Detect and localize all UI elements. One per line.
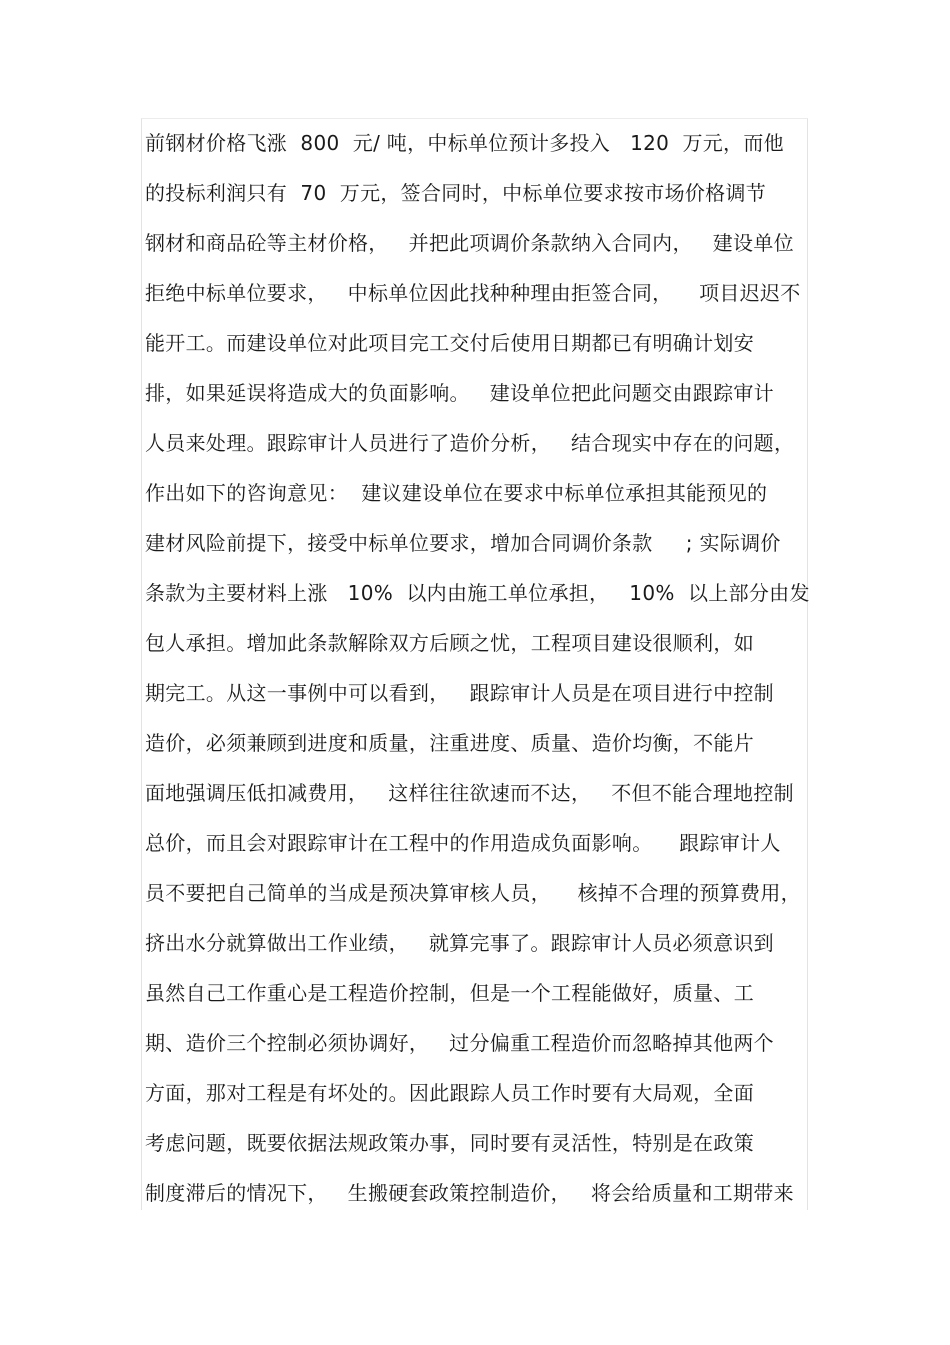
document-body xyxy=(145,118,810,1218)
text-line: 人员来处理。跟踪审计人员进行了造价分析， 结合现实中存在的问题， xyxy=(145,431,795,455)
text-line: 能开工。而建设单位对此项目完工交付后使用日期都已有明确计划安 xyxy=(145,331,754,355)
text-line: 建材风险前提下，接受中标单位要求，增加合同调价条款 ; 实际调价 xyxy=(145,531,781,555)
text-line: 作出如下的咨询意见： 建议建设单位在要求中标单位承担其能预见的 xyxy=(145,481,768,505)
text-line: 造价，必须兼顾到进度和质量，注重进度、质量、造价均衡，不能片 xyxy=(145,731,754,755)
text-line: 虽然自己工作重心是工程造价控制，但是一个工程能做好，质量、工 xyxy=(145,981,754,1005)
text-line: 员不要把自己简单的当成是预决算审核人员， 核掉不合理的预算费用， xyxy=(145,881,801,905)
text-line: 制度滞后的情况下， 生搬硬套政策控制造价， 将会给质量和工期带来 xyxy=(145,1181,794,1205)
text-line: 前钢材价格飞涨 800 元/ 吨，中标单位预计多投入 120 万元，而他 xyxy=(145,131,784,155)
text-line: 的投标利润只有 70 万元，签合同时，中标单位要求按市场价格调节 xyxy=(145,181,767,205)
text-line: 期完工。从这一事例中可以看到， 跟踪审计人员是在项目进行中控制 xyxy=(145,681,774,705)
text-line: 挤出水分就算做出工作业绩， 就算完事了。跟踪审计人员必须意识到 xyxy=(145,931,774,955)
text-line: 方面，那对工程是有坏处的。因此跟踪人员工作时要有大局观，全面 xyxy=(145,1081,754,1105)
text-line: 条款为主要材料上涨 10% 以内由施工单位承担， 10% 以上部分由发 xyxy=(145,581,810,605)
text-line: 拒绝中标单位要求， 中标单位因此找种种理由拒签合同， 项目迟迟不 xyxy=(145,281,801,305)
text-line: 期、造价三个控制必须协调好， 过分偏重工程造价而忽略掉其他两个 xyxy=(145,1031,774,1055)
text-line: 总价，而且会对跟踪审计在工程中的作用造成负面影响。 跟踪审计人 xyxy=(145,831,781,855)
text-line: 钢材和商品砼等主材价格， 并把此项调价条款纳入合同内， 建设单位 xyxy=(145,231,794,255)
text-line: 包人承担。增加此条款解除双方后顾之忧，工程项目建设很顺利，如 xyxy=(145,631,754,655)
text-line: 排，如果延误将造成大的负面影响。 建设单位把此问题交由跟踪审计 xyxy=(145,381,774,405)
text-line: 考虑问题，既要依据法规政策办事，同时要有灵活性，特别是在政策 xyxy=(145,1131,754,1155)
text-line: 面地强调压低扣减费用， 这样往往欲速而不达， 不但不能合理地控制 xyxy=(145,781,794,805)
